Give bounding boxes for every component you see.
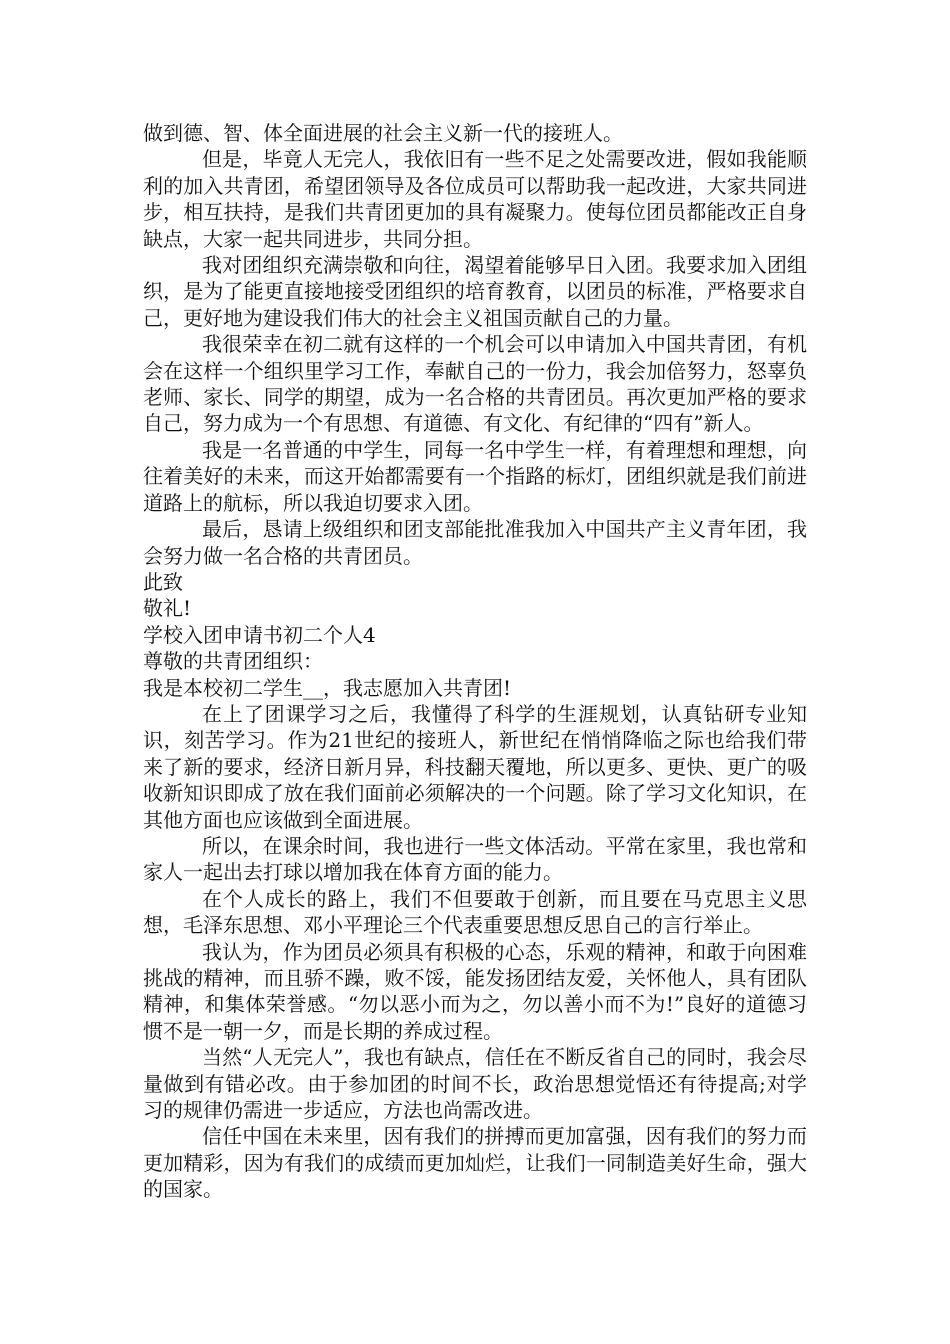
greeting-line: 尊敬的共青团组织： bbox=[143, 649, 323, 674]
salutation-line: 此致 bbox=[143, 569, 183, 594]
paragraph: 最后，恳请上级组织和团支部能批准我加入中国共产主义青年团，我会努力做一名合格的共青团员。 bbox=[143, 517, 807, 568]
section-title: 学校入团申请书初二个人4 bbox=[143, 622, 376, 647]
document-body bbox=[143, 120, 807, 1203]
paragraph: 我对团组织充满崇敬和向往，渴望着能够早日入团。我要求加入团组织，是为了能更直接地接受团组织的培育教育，以团员的标准，严格要求自己，更好地为建设我们伟大的社会主义祖国贡献自己的力量。 bbox=[143, 253, 807, 330]
paragraph: 在个人成长的路上，我们不但要敢于创新，而且要在马克思主义思想，毛泽东思想、邓小平理论三个代表重要思想反思自己的言行举止。 bbox=[143, 886, 807, 938]
paragraph: 我很荣幸在初二就有这样的一个机会可以申请加入中国共青团，有机会在这样一个组织里学习工作，奉献自己的一份力，我会加倍努力，怒辜负老师、家长、同学的期望，成为一名合格的共青团员。再次更加严格的要求自己，努力成为一个有思想、有道德、有文化、有纪律的“四有”新人。 bbox=[143, 332, 807, 436]
paragraph: 我是一名普通的中学生，同每一名中学生一样，有着理想和理想，向往着美好的未来，而这开始都需要有一个指路的标灯，团组织就是我们前进道路上的航标，所以我迫切要求入团。 bbox=[143, 437, 807, 515]
closing-line: 敬礼! bbox=[143, 596, 192, 621]
paragraph: 我认为，作为团员必须具有积极的心态，乐观的精神，和敢于向困难挑战的精神，而且骄不躁，败不馁，能发扬团结友爱，关怀他人，具有团队精神，和集体荣誉感。“勿以恶小而为之，勿以善小而不为!”良好的道德习惯不是一朝一夕，而是长期的养成过程。 bbox=[143, 939, 807, 1043]
paragraph: 信任中国在未来里，因有我们的拼搏而更加富强，因有我们的努力而更加精彩，因为有我们的成绩而更加灿烂，让我们一同制造美好生命，强大的国家。 bbox=[143, 1124, 807, 1202]
paragraph: 所以，在课余时间，我也进行一些文体活动。平常在家里，我也常和家人一起出去打球以增加我在体育方面的能力。 bbox=[143, 833, 807, 885]
paragraph: 但是，毕竟人无完人，我依旧有一些不足之处需要改进，假如我能顺利的加入共青团，希望团领导及各位成员可以帮助我一起改进，大家共同进步，相互扶持，是我们共青团更加的具有凝聚力。使每位团员都能改正自身缺点，大家一起共同进步，共同分担。 bbox=[143, 147, 807, 251]
intro-line: 我是本校初二学生__，我志愿加入共青团! bbox=[143, 675, 512, 700]
paragraph: 在上了团课学习之后，我懂得了科学的生涯规划，认真钻研专业知识，刻苦学习。作为21世纪的接班人，新世纪在悄悄降临之际也给我们带来了新的要求，经济日新月异，科技翻天覆地，所以更多、更快、更广的吸收新知识即成了放在我们面前必须解决的一个问题。除了学习文化知识，在其他方面也应该做到全面进展。 bbox=[143, 701, 807, 832]
paragraph: 当然“人无完人”，我也有缺点，信任在不断反省自己的同时，我会尽量做到有错必改。由于参加团的时间不长，政治思想觉悟还有待提高;对学习的规律仍需进一步适应，方法也尚需改进。 bbox=[143, 1045, 807, 1123]
paragraph: 做到德、智、体全面进展的社会主义新一代的接班人。 bbox=[143, 121, 623, 145]
